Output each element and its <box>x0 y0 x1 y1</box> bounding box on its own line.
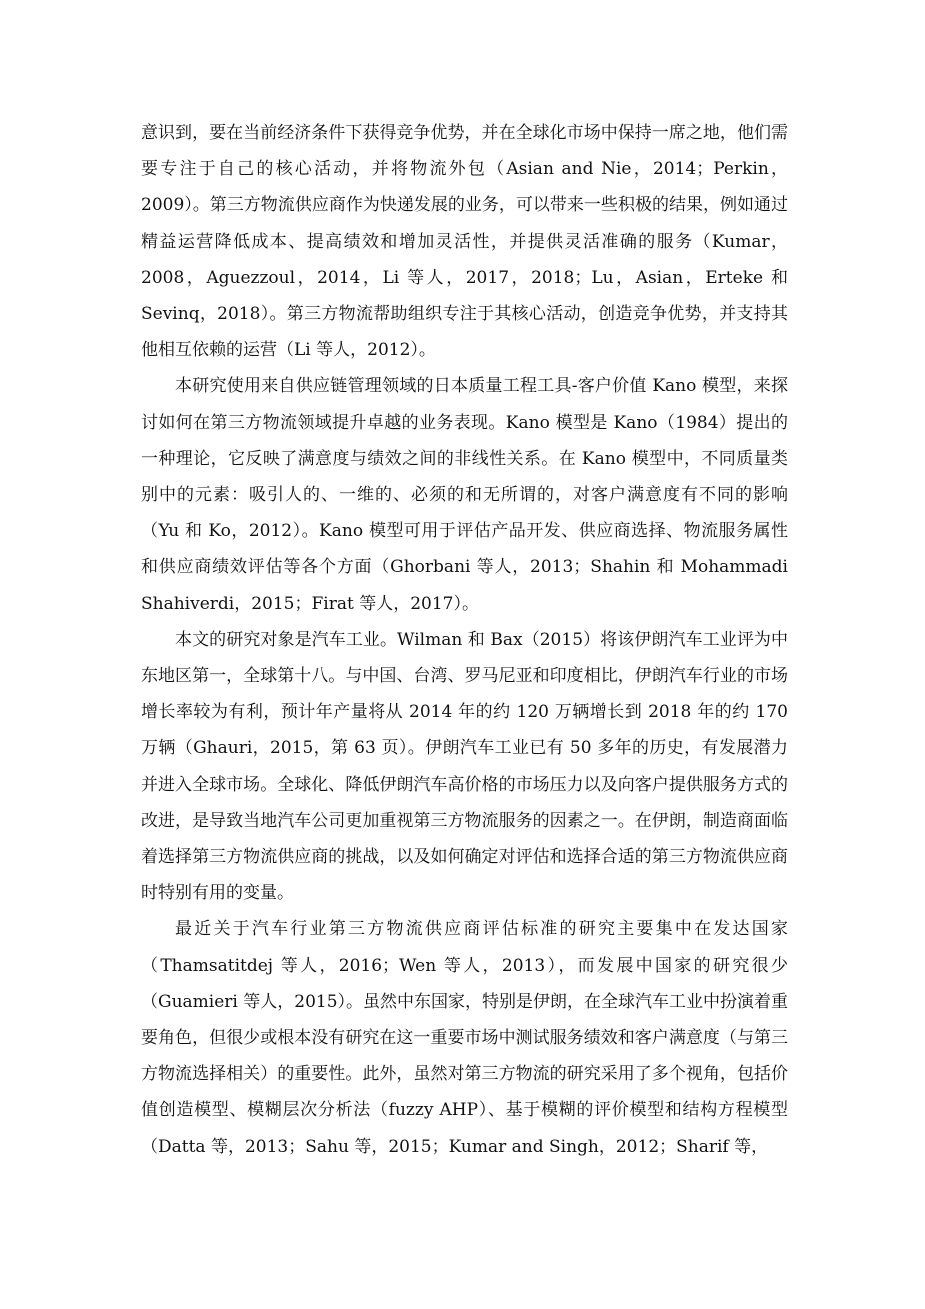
paragraph-recent-research: 最近关于汽车行业第三方物流供应商评估标准的研究主要集中在发达国家（Thamsatitdej 等人，2016；Wen 等人，2013），而发展中国家的研究很少（Guamieri 等人，2015）。虽然中东国家，特别是伊朗，在全球汽车工业中扮演着重要角色，但很少或根本没有研究在这一重要市场中测试服务绩效和客户满意度（与第三方物流选择相关）的重要性。此外，虽然对第三方物流的研究采用了多个视角，包括价值创造模型、模糊层次分析法（fuzzy AHP）、基于模糊的评价模型和结构方程模型（Datta 等，2013；Sahu 等，2015；Kumar and Singh，2012；Sharif 等， <box>141 919 789 1157</box>
paragraph-continuation: 意识到，要在当前经济条件下获得竞争优势，并在全球化市场中保持一席之地，他们需要专注于自己的核心活动，并将物流外包（Asian and Nie，2014；Perkin，2009）。第三方物流供应商作为快递发展的业务，可以带来一些积极的结果，例如通过精益运营降低成本、提高绩效和增加灵活性，并提供灵活准确的服务（Kumar，2008，Aguezzoul，2014，Li 等人，2017，2018；Lu，Asian，Erteke 和 Sevinq，2018）。第三方物流帮助组织专注于其核心活动，创造竞争优势，并支持其他相互依赖的运营（Li 等人，2012）。 <box>141 123 788 361</box>
paragraph-automotive-industry: 本文的研究对象是汽车工业。Wilman 和 Bax（2015）将该伊朗汽车工业评为中东地区第一，全球第十八。与中国、台湾、罗马尼亚和印度相比，伊朗汽车行业的市场增长率较为有利，预计年产量将从 2014 年的约 120 万辆增长到 2018 年的约 170 万辆（Ghauri，2015，第 63 页）。伊朗汽车工业已有 50 多年的历史，有发展潜力并进入全球市场。全球化、降低伊朗汽车高价格的市场压力以及向客户提供服务方式的改进，是导致当地汽车公司更加重视第三方物流服务的因素之一。在伊朗，制造商面临着选择第三方物流供应商的挑战，以及如何确定对评估和选择合适的第三方物流供应商时特别有用的变量。 <box>141 629 788 904</box>
paragraph-kano-model: 本研究使用来自供应链管理领域的日本质量工程工具-客户价值 Kano 模型，来探讨如何在第三方物流领域提升卓越的业务表现。Kano 模型是 Kano（1984）提出的一种理论，它反映了满意度与绩效之间的非线性关系。在 Kano 模型中，不同质量类别中的元素：吸引人的、一维的、必须的和无所谓的，对客户满意度有不同的影响（Yu 和 Ko，2012）。Kano 模型可用于评估产品开发、供应商选择、物流服务属性和供应商绩效评估等各个方面（Ghorbani 等人，2013；Shahin 和 Mohammadi Shahiverdi，2015；Firat 等人，2017）。 <box>141 376 788 614</box>
body-text <box>141 115 788 1165</box>
